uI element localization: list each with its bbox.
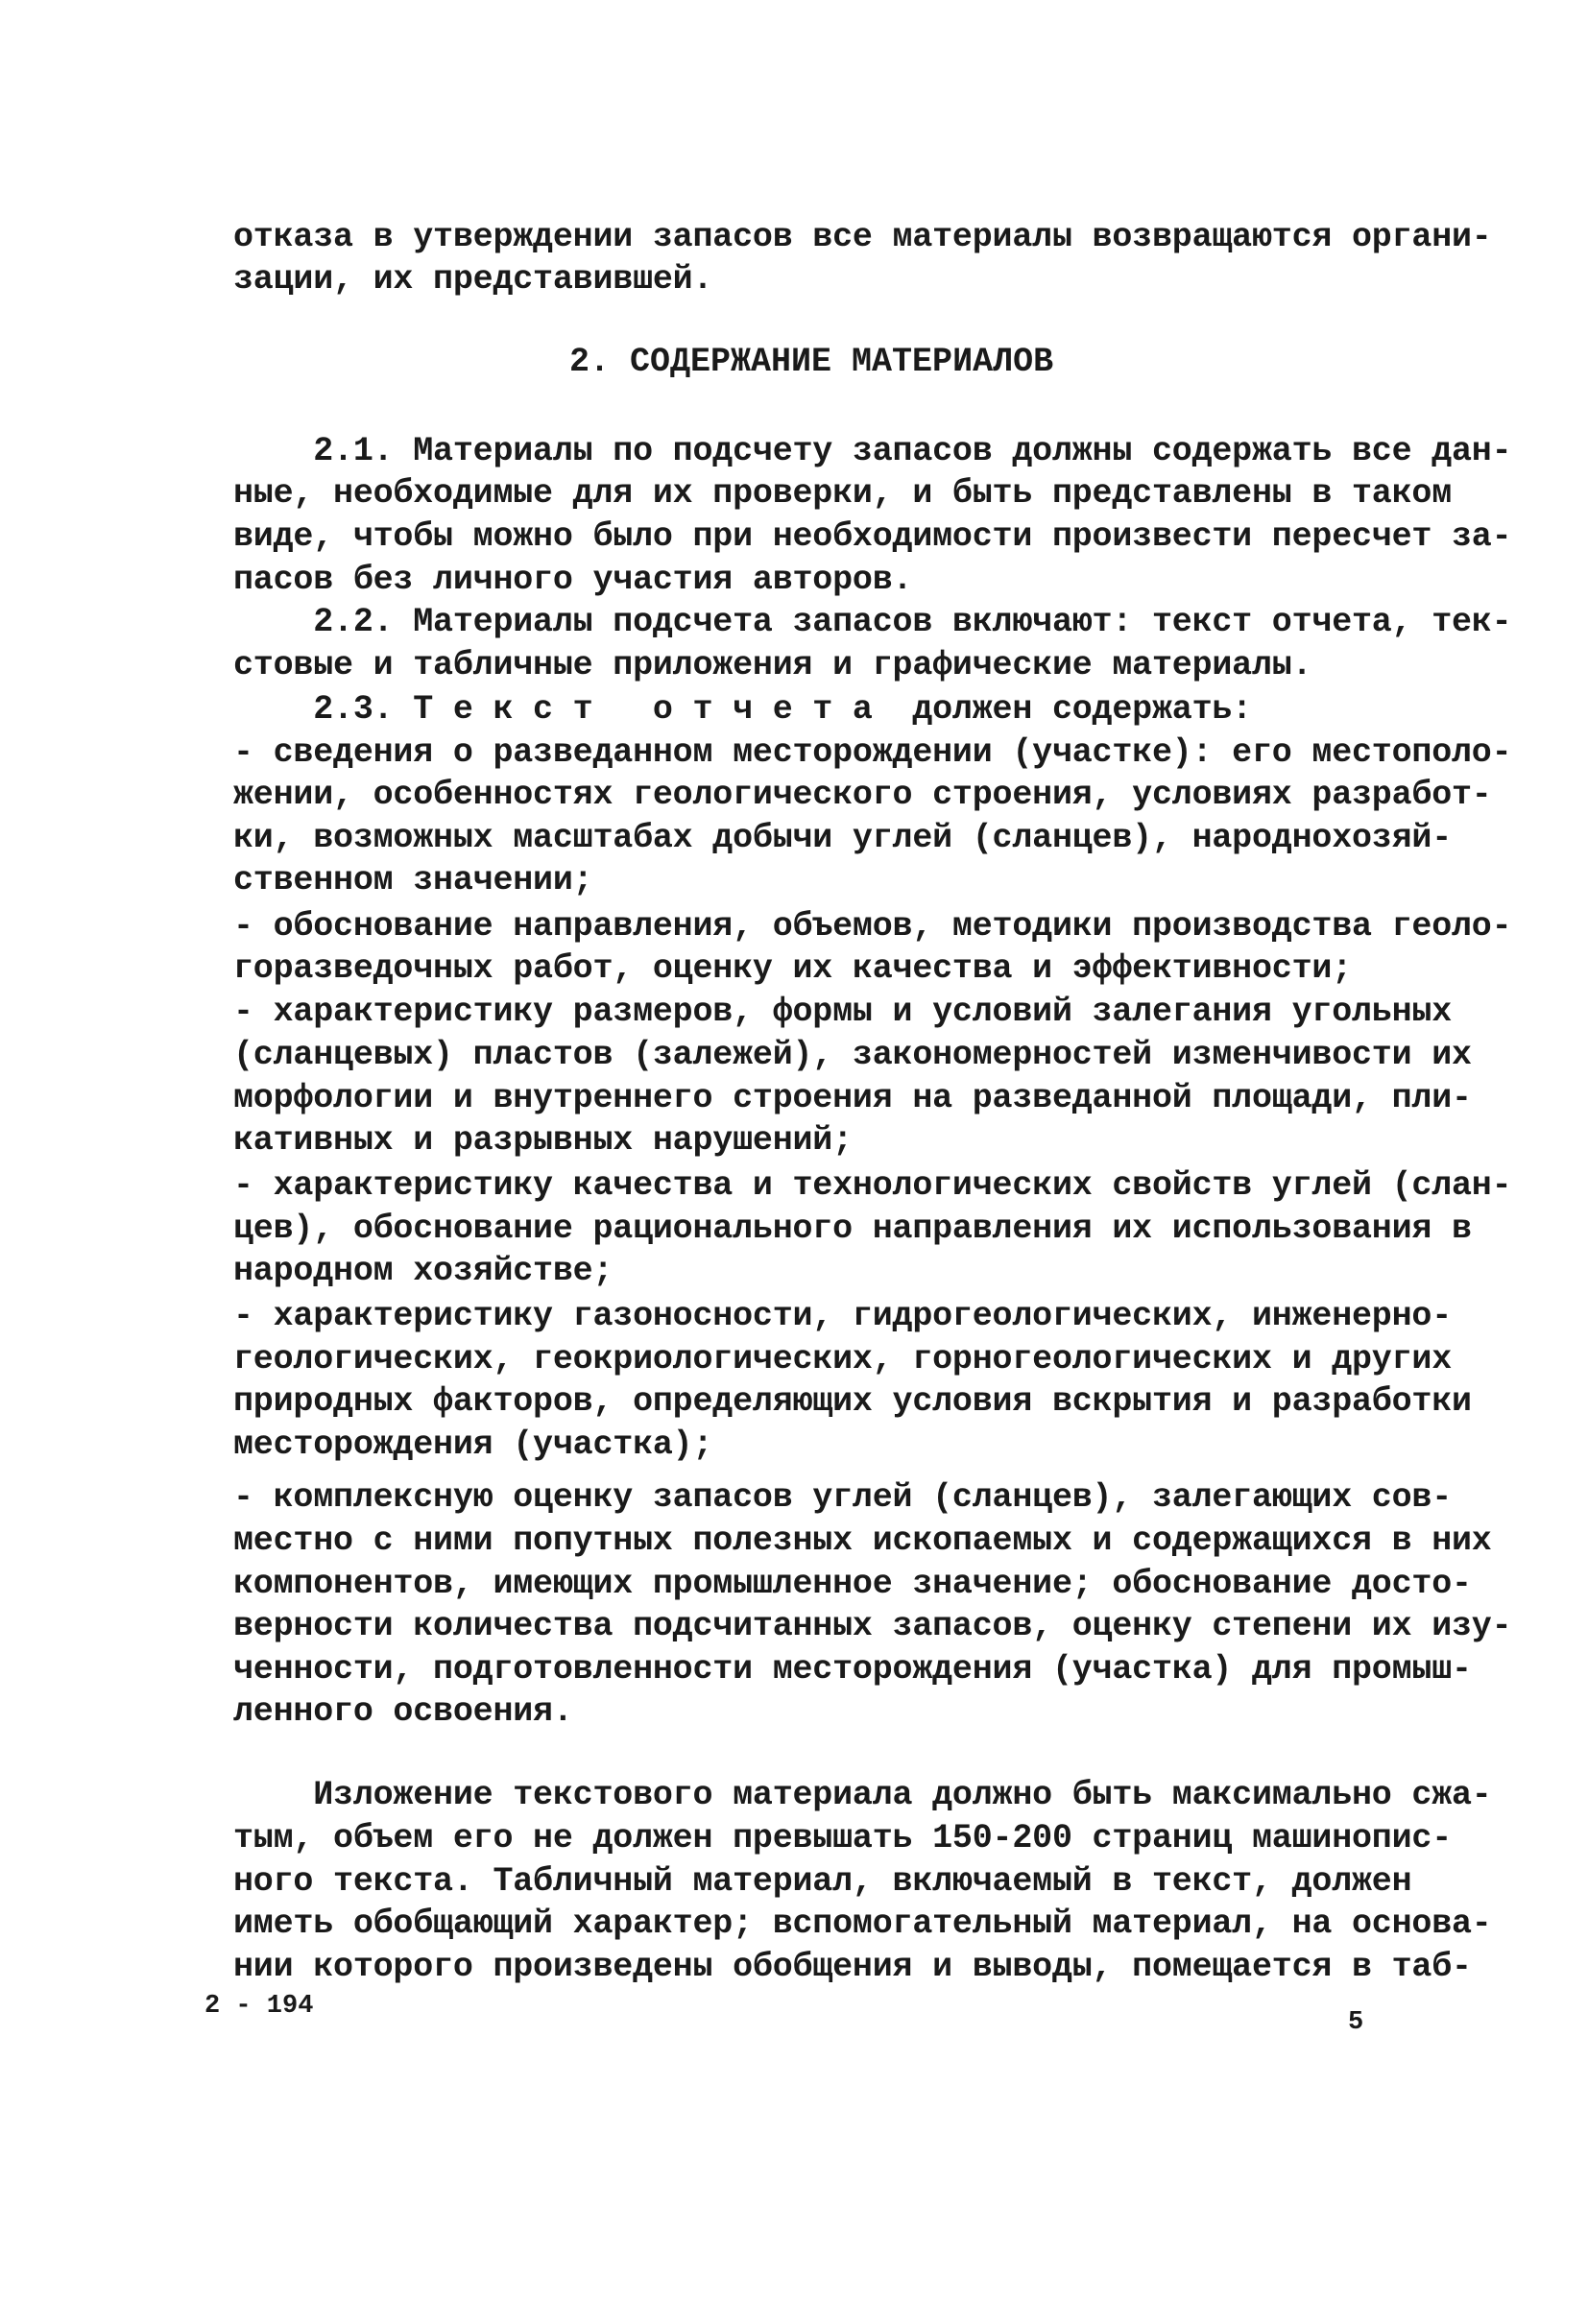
text-line: - обоснование направления, объемов, методики производства геоло- (233, 907, 1512, 946)
text-line: народном хозяйстве; (233, 1252, 614, 1290)
text-line: верности количества подсчитанных запасов, оценку степени их изу- (233, 1607, 1512, 1645)
text-line: - характеристику качества и технологических свойств углей (слан- (233, 1166, 1512, 1205)
text-line: ные, необходимые для их проверки, и быть представлены в таком (233, 474, 1453, 513)
text-line: пасов без личного участия авторов. (233, 561, 913, 599)
text-line: (сланцевых) пластов (залежей), закономерностей изменчивости их (233, 1036, 1472, 1074)
text-line: ки, возможных масштабах добычи углей (сланцев), народнохозяй- (233, 819, 1453, 857)
page-number: 5 (1348, 2008, 1364, 2037)
text-line: морфологии и внутреннего строения на разведанной площади, пли- (233, 1079, 1472, 1117)
text-line: ченности, подготовленности месторождения (участка) для промыш- (233, 1650, 1472, 1689)
text-line: иметь обобщающий характер; вспомогательный материал, на основа- (233, 1905, 1492, 1943)
text-line: - характеристику размеров, формы и условий залегания угольных (233, 993, 1453, 1031)
text-line: ленного освоения. (233, 1692, 573, 1731)
text-line: компонентов, имеющих промышленное значение; обоснование досто- (233, 1565, 1472, 1603)
intro-line: отказа в утверждении запасов все материалы возвращаются органи- (233, 218, 1492, 256)
text-line: тым, объем его не должен превышать 150-200 страниц машинопис- (233, 1819, 1453, 1857)
text-line: кативных и разрывных нарушений; (233, 1121, 853, 1160)
intro-line: зации, их представившей. (233, 260, 713, 299)
text-line: жении, особенностях геологического строения, условиях разработ- (233, 776, 1492, 814)
footer-code: 2 - 194 (205, 1992, 314, 2021)
text-line: виде, чтобы можно было при необходимости произвести пересчет за- (233, 517, 1512, 556)
text-line: природных факторов, определяющих условия вскрытия и разработки (233, 1382, 1472, 1421)
text-line: ного текста. Табличный материал, включаемый в текст, должен (233, 1862, 1412, 1901)
text-line: 2.1. Материалы по подсчету запасов должны содержать все дан- (233, 432, 1512, 470)
text-line: - характеристику газоносности, гидрогеологических, инженерно- (233, 1297, 1453, 1335)
text-line: нии которого произведены обобщения и выводы, помещается в таб- (233, 1948, 1472, 1986)
text-line: геологических, геокриологических, горногеологических и других (233, 1340, 1453, 1378)
text-line: горазведочных работ, оценку их качества и эффективности; (233, 949, 1352, 988)
section-heading: 2. СОДЕРЖАНИЕ МАТЕРИАЛОВ (569, 343, 1054, 381)
text-line: стовые и табличные приложения и графические материалы. (233, 646, 1312, 684)
text-line: - сведения о разведанном месторождении (участке): его местополо- (233, 733, 1512, 772)
text-line: месторождения (участка); (233, 1426, 713, 1464)
text-line: 2.3. Т е к с т о т ч е т а должен содержать: (233, 690, 1252, 729)
text-line: Изложение текстового материала должно быть максимально сжа- (233, 1776, 1492, 1814)
text-line: местно с ними попутных полезных ископаемых и содержащихся в них (233, 1521, 1492, 1560)
text-line: ственном значении; (233, 861, 593, 899)
text-line: 2.2. Материалы подсчета запасов включают: текст отчета, тек- (233, 603, 1512, 641)
text-line: цев), обоснование рационального направления их использования в (233, 1210, 1472, 1248)
text-line: - комплексную оценку запасов углей (сланцев), залегающих сов- (233, 1478, 1453, 1517)
